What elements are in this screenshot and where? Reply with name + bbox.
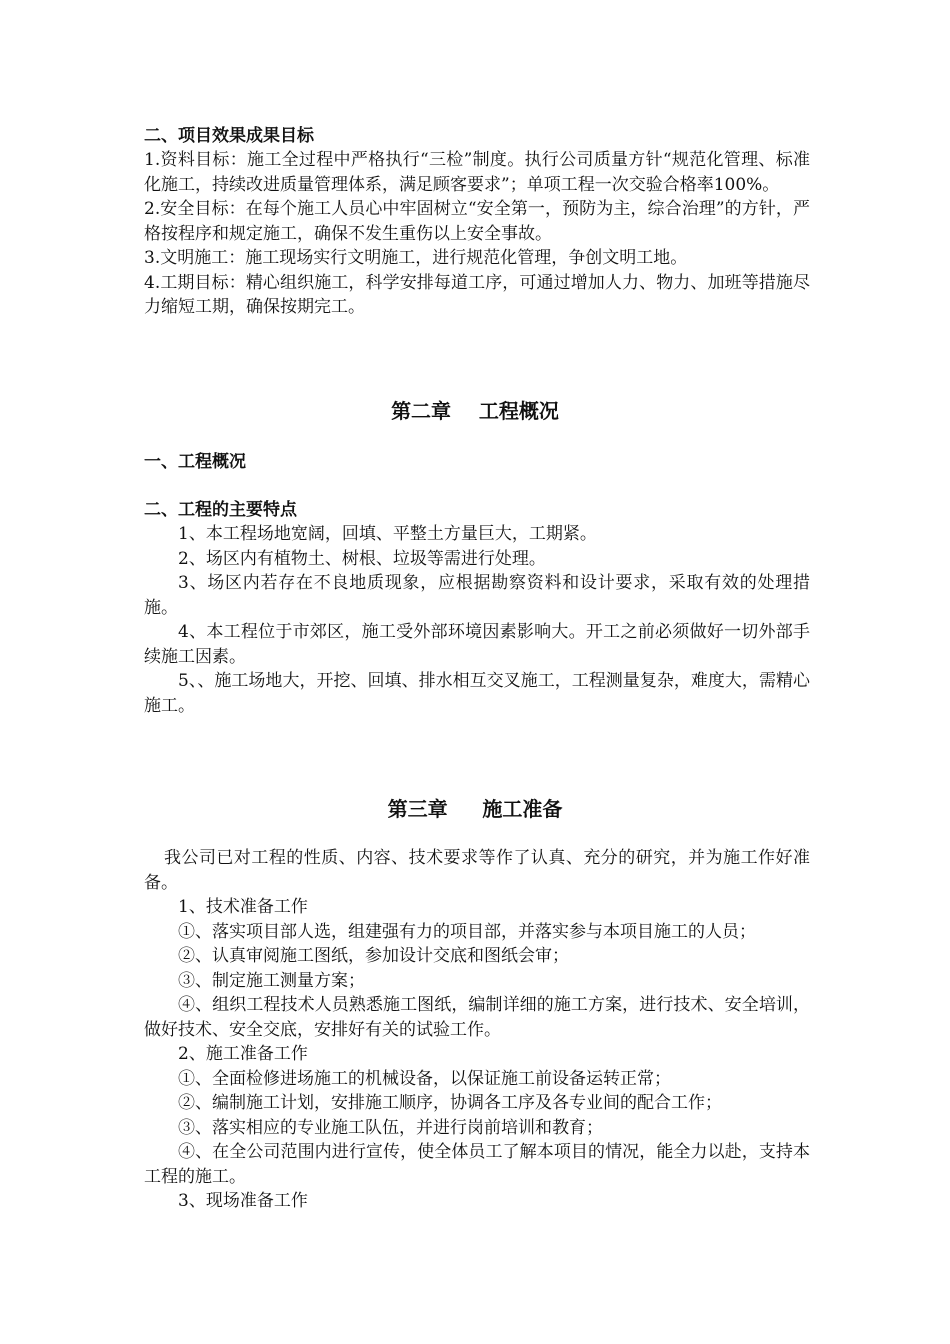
tech-prep-item-3: ③、制定施工测量方案； bbox=[178, 970, 365, 991]
construct-prep-item-1: ①、全面检修进场施工的机械设备，以保证施工前设备运转正常； bbox=[178, 1068, 671, 1089]
goal-item-3: 3.文明施工：施工现场实行文明施工，进行规范化管理，争创文明工地。 bbox=[144, 248, 688, 268]
chapter3-title: 第三章 施工准备 bbox=[387, 797, 563, 821]
tech-prep-item-1: ①、落实项目部人选，组建强有力的项目部，并落实参与本项目施工的人员； bbox=[178, 921, 756, 942]
tech-prep-item-4: ④、组织工程技术人员熟悉施工图纸，编制详细的施工方案，进行技术、安全培训，做好技术、安全交底，安排好有关的试验工作。 bbox=[144, 995, 810, 1040]
tech-prep-item-2: ②、认真审阅施工图纸，参加设计交底和图纸会审； bbox=[178, 946, 569, 966]
chapter2-sub1: 一、工程概况 bbox=[144, 452, 246, 472]
chapter2-features bbox=[144, 498, 810, 718]
construct-prep-heading: 2、施工准备工作 bbox=[178, 1044, 308, 1064]
chapter3-body bbox=[144, 846, 810, 1214]
goal-item-1: 1.资料目标：施工全过程中严格执行“三检”制度。执行公司质量方针“规范化管理、标准化施工，持续改进质量管理体系，满足顾客要求”；单项工程一次交验合格率100%。 bbox=[144, 150, 810, 195]
tech-prep-heading: 1、技术准备工作 bbox=[178, 897, 308, 917]
feature-item-1: 1、本工程场地宽阔，回填、平整土方量巨大，工期紧。 bbox=[178, 524, 597, 544]
construct-prep-item-4: ④、在全公司范围内进行宣传，使全体员工了解本项目的情况，能全力以赴，支持本工程的施工。 bbox=[144, 1142, 810, 1187]
construct-prep-item-2: ②、编制施工计划，安排施工顺序，协调各工序及各专业间的配合工作； bbox=[178, 1093, 722, 1113]
feature-item-4: 4、本工程位于市郊区，施工受外部环境因素影响大。开工之前必须做好一切外部手续施工因素。 bbox=[144, 622, 810, 667]
site-prep-heading: 3、现场准备工作 bbox=[178, 1191, 308, 1211]
feature-item-2: 2、场区内有植物土、树根、垃圾等需进行处理。 bbox=[178, 548, 546, 569]
chapter2-overview bbox=[144, 450, 810, 474]
goal-item-2: 2.安全目标：在每个施工人员心中牢固树立“安全第一，预防为主，综合治理”的方针，严格按程序和规定施工，确保不发生重伤以上安全事故。 bbox=[144, 199, 810, 244]
construct-prep-item-3: ③、落实相应的专业施工队伍，并进行岗前培训和教育； bbox=[178, 1117, 603, 1138]
section-goals-heading: 二、项目效果成果目标 bbox=[144, 126, 314, 146]
feature-item-5: 5、、施工场地大，开挖、回填、排水相互交叉施工，工程测量复杂，难度大，需精心施工。 bbox=[144, 671, 810, 716]
feature-item-3: 3、场区内若存在不良地质现象，应根据勘察资料和设计要求，采取有效的处理措施。 bbox=[144, 573, 810, 618]
goal-item-4: 4.工期目标：精心组织施工，科学安排每道工序，可通过增加人力、物力、加班等措施尽力缩短工期，确保按期完工。 bbox=[144, 272, 810, 317]
chapter2-title: 第二章 工程概况 bbox=[391, 399, 559, 423]
chapter2-sub2: 二、工程的主要特点 bbox=[144, 500, 297, 520]
chapter3-intro: 我公司已对工程的性质、内容、技术要求等作了认真、充分的研究，并为施工作好准备。 bbox=[144, 848, 810, 893]
section-goals bbox=[144, 124, 810, 320]
